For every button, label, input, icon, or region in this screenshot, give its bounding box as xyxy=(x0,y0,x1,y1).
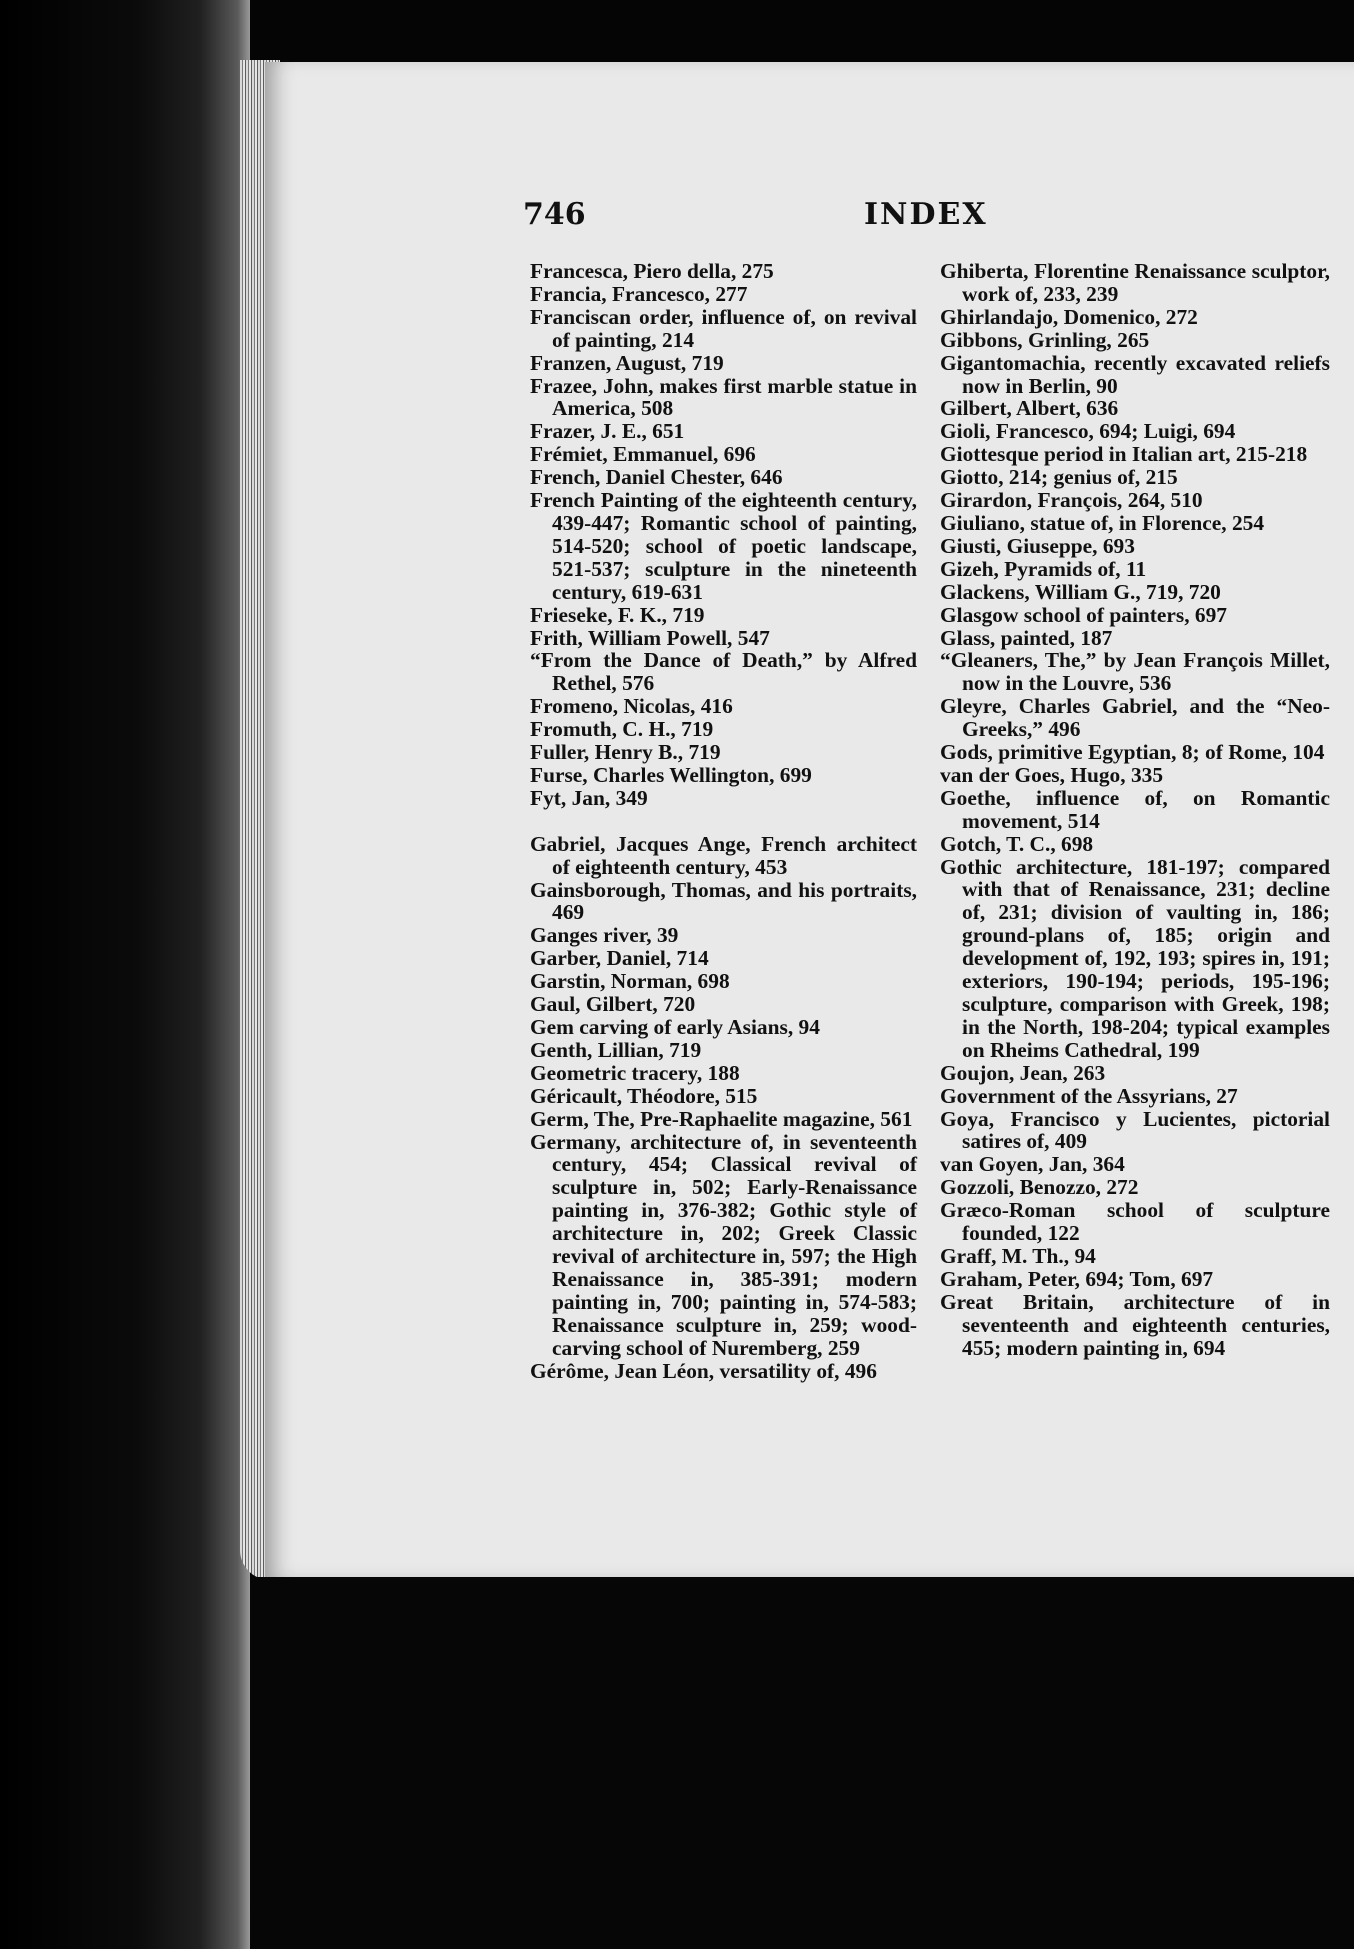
index-entry: “From the Dance of Death,” by Alfred Rethel, 576 xyxy=(530,648,917,696)
index-entry: Frieseke, F. K., 719 xyxy=(530,602,705,627)
index-entry: Gothic architecture, 181-197; compared with that of Renaissance, 231; decline of, 231; division of vaulting in, 186; ground-plans of, 185; origin and development of, 192, 193; spires in, 191; exteriors, 190-194; periods, 195-196; sculpture, comparison with Greek, 198; in the North, 198-204; typical examples on Rheims Cathedral, 199 xyxy=(940,854,1330,1062)
index-entry: Gotch, T. C., 698 xyxy=(940,831,1094,856)
index-entry: Gizeh, Pyramids of, 11 xyxy=(940,556,1147,581)
index-entry: Gozzoli, Benozzo, 272 xyxy=(940,1175,1139,1200)
index-entry: Glackens, William G., 719, 720 xyxy=(940,579,1221,604)
index-entry: Francia, Francesco, 277 xyxy=(530,281,748,306)
index-column-left xyxy=(530,260,917,1383)
index-entry: French, Daniel Chester, 646 xyxy=(530,465,783,490)
index-entry: “Gleaners, The,” by Jean François Millet, now in the Louvre, 536 xyxy=(940,648,1330,696)
index-entry: Germany, architecture of, in seventeenth century, 454; Classical revival of sculpture in, 502; Early-Renaissance painting in, 376-382; Gothic style of architecture in, 202; Greek Classic revival of architecture in, 597; the High Renaissance in, 385-391; modern painting in, 700; painting in, 574-583; Renaissance sculpture in, 259; wood-carving school of Nuremberg, 259 xyxy=(530,1129,917,1360)
index-entry: Gigantomachia, recently excavated reliefs now in Berlin, 90 xyxy=(940,350,1330,398)
index-entry: Géricault, Théodore, 515 xyxy=(530,1083,758,1108)
page-number: 746 xyxy=(523,197,586,232)
index-entry: Frith, William Powell, 547 xyxy=(530,625,770,650)
index-entry: Graff, M. Th., 94 xyxy=(940,1243,1096,1268)
index-entry: Glass, painted, 187 xyxy=(940,625,1113,650)
index-entry: Gérôme, Jean Léon, versatility of, 496 xyxy=(530,1358,877,1383)
index-entry: Giottesque period in Italian art, 215-218 xyxy=(940,442,1308,467)
index-entry: Gleyre, Charles Gabriel, and the “Neo-Greeks,” 496 xyxy=(940,694,1330,742)
index-entry: Goethe, influence of, on Romantic movement, 514 xyxy=(940,785,1330,833)
index-entry: Ghirlandajo, Domenico, 272 xyxy=(940,304,1198,329)
index-entry: Girardon, François, 264, 510 xyxy=(940,488,1203,513)
index-entry: Gods, primitive Egyptian, 8; of Rome, 104 xyxy=(940,740,1325,765)
index-entry: Giusti, Giuseppe, 693 xyxy=(940,533,1135,558)
index-entry: Fyt, Jan, 349 xyxy=(530,785,648,810)
index-entry: Franzen, August, 719 xyxy=(530,350,724,375)
index-entry: Francesca, Piero della, 275 xyxy=(530,259,774,283)
index-entry: Furse, Charles Wellington, 699 xyxy=(530,762,812,787)
index-entry: Gabriel, Jacques Ange, French architect of eighteenth century, 453 xyxy=(530,831,917,879)
index-entry: Garstin, Norman, 698 xyxy=(530,969,730,994)
index-entry: Fuller, Henry B., 719 xyxy=(530,740,721,765)
index-entry: Frazee, John, makes first marble statue in America, 508 xyxy=(530,373,917,421)
index-entry: Government of the Assyrians, 27 xyxy=(940,1083,1238,1108)
index-entry: Graham, Peter, 694; Tom, 697 xyxy=(940,1266,1214,1291)
index-entry: Goujon, Jean, 263 xyxy=(940,1060,1106,1085)
index-entry: Frémiet, Emmanuel, 696 xyxy=(530,442,756,467)
index-entry: Fromuth, C. H., 719 xyxy=(530,717,714,742)
index-entry: Great Britain, architecture of in seventeenth and eighteenth centuries, 455; modern painting in, 694 xyxy=(940,1289,1330,1360)
book-binding-edge xyxy=(0,0,250,1949)
page-title: INDEX xyxy=(864,197,988,232)
index-entry: van der Goes, Hugo, 335 xyxy=(940,762,1164,787)
background-shadow xyxy=(250,1577,1354,1949)
index-entry: Gem carving of early Asians, 94 xyxy=(530,1015,820,1039)
index-entry: Gainsborough, Thomas, and his portraits, 469 xyxy=(530,877,917,925)
index-entry: van Goyen, Jan, 364 xyxy=(940,1152,1125,1177)
index-entry: Geometric tracery, 188 xyxy=(530,1060,740,1085)
index-entry: Fromeno, Nicolas, 416 xyxy=(530,694,733,719)
index-entry: Glasgow school of painters, 697 xyxy=(940,602,1227,627)
index-entry: Gioli, Francesco, 694; Luigi, 694 xyxy=(940,419,1236,444)
index-entry: Frazer, J. E., 651 xyxy=(530,419,685,444)
index-entry: Goya, Francisco y Lucientes, pictorial satires of, 409 xyxy=(940,1106,1330,1154)
index-entry: Græco-Roman school of sculpture founded, 122 xyxy=(940,1198,1330,1246)
index-entry: Gaul, Gilbert, 720 xyxy=(530,992,696,1017)
index-entry: Germ, The, Pre-Raphaelite magazine, 561 xyxy=(530,1106,913,1131)
index-entry: Garber, Daniel, 714 xyxy=(530,946,709,971)
index-entry: Giuliano, statue of, in Florence, 254 xyxy=(940,510,1265,535)
index-entry: French Painting of the eighteenth century, 439-447; Romantic school of painting, 514-520; school of poetic landscape, 521-537; sculpture in the nineteenth century, 619-631 xyxy=(530,488,917,604)
index-entry: Genth, Lillian, 719 xyxy=(530,1037,702,1062)
index-entry: Ghiberta, Florentine Renaissance sculptor, work of, 233, 239 xyxy=(940,259,1330,306)
index-entry: Gilbert, Albert, 636 xyxy=(940,396,1119,421)
index-entry: Gibbons, Grinling, 265 xyxy=(940,327,1150,352)
index-entry: Giotto, 214; genius of, 215 xyxy=(940,465,1178,490)
index-column-right xyxy=(940,260,1330,1360)
index-entry: Ganges river, 39 xyxy=(530,923,679,948)
section-gap xyxy=(530,810,917,833)
index-entry: Franciscan order, influence of, on revival of painting, 214 xyxy=(530,304,917,352)
